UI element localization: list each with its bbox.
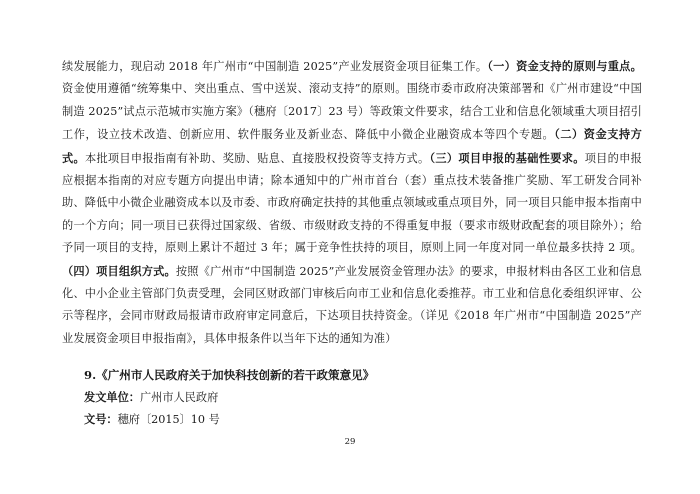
paragraph-part-4: 项目的申报应根据本指南的对应专题方向提出申请；除本通知中的广州市首台（套）重点技术装备推广奖励、军工研发合同补助、降低中小微企业融资成本以及市委、市政府确定扶持的其他重点领域或重点项目外，同一项目只能申报本指南中的一个方向；同一项目已获得过国家级、省级、市级财政支持的不得重复申报（要求市级财政配套的项目除外）；给予同一项目的支持，原则上累计不超过 3 年；属于竞争性扶持的项目，原则上同一年度对同一单位最多扶持 2 项。	[62, 151, 642, 255]
document-number-line	[84, 408, 220, 431]
issuer-line	[84, 386, 218, 409]
heading-organization-method: （四）项目组织方式。	[62, 263, 176, 278]
section-title: 9.《广州市人民政府关于加快科技创新的若干政策意见》	[84, 368, 375, 382]
heading-basic-requirements: （三）项目申报的基础性要求。	[429, 150, 585, 165]
paragraph-part-5: 按照《广州市“中国制造 2025”产业发展资金管理办法》的要求，申报材料由各区工业和信息化、中小企业主管部门负责受理，会同区财政部门审核后向市工业和信息化委推荐。市工业和信息化委组织评审、公示等程序，会同市财政局报请市政府审定同意后，下达项目扶持资金。（详见《2018 年广州市“中国制造 2025”产业发展资金项目申报指南》，具体申报条件以当年下达的通知为准）	[62, 264, 642, 345]
issuer-value: 广州市人民政府	[139, 391, 219, 404]
document-number-value: 穗府〔2015〕10 号	[117, 413, 220, 426]
paragraph-part-1: 续发展能力，现启动 2018 年广州市“中国制造 2025”产业发展资金项目征集工作。	[62, 60, 488, 73]
issuer-label: 发文单位：	[84, 390, 140, 404]
paragraph-part-3: 本批项目申报指南有补助、奖励、贴息、直接股权投资等支持方式。	[84, 151, 430, 165]
paragraph-part-2: 资金使用遵循“统筹集中、突出重点、雪中送炭、滚动支持”的原则。围绕市委市政府决策部署和《广州市建设“中国制造 2025”试点示范城市实施方案》（穗府〔2017〕23 号）等政策文件要求，结合工业和信息化领域重大项目招引工作，设立技术改造、创新应用、软件服务业及新业态、降低中小微企业融资成本等四个专题。	[62, 82, 642, 142]
paragraph-text	[62, 55, 642, 350]
heading-funding-methods: （二）资金支持方式。	[62, 127, 642, 165]
heading-funding-principles: （一）资金支持的原则与重点。	[487, 59, 642, 73]
body-paragraph	[62, 55, 642, 350]
document-number-label: 文号：	[84, 412, 118, 426]
page-number: 29	[344, 437, 356, 447]
